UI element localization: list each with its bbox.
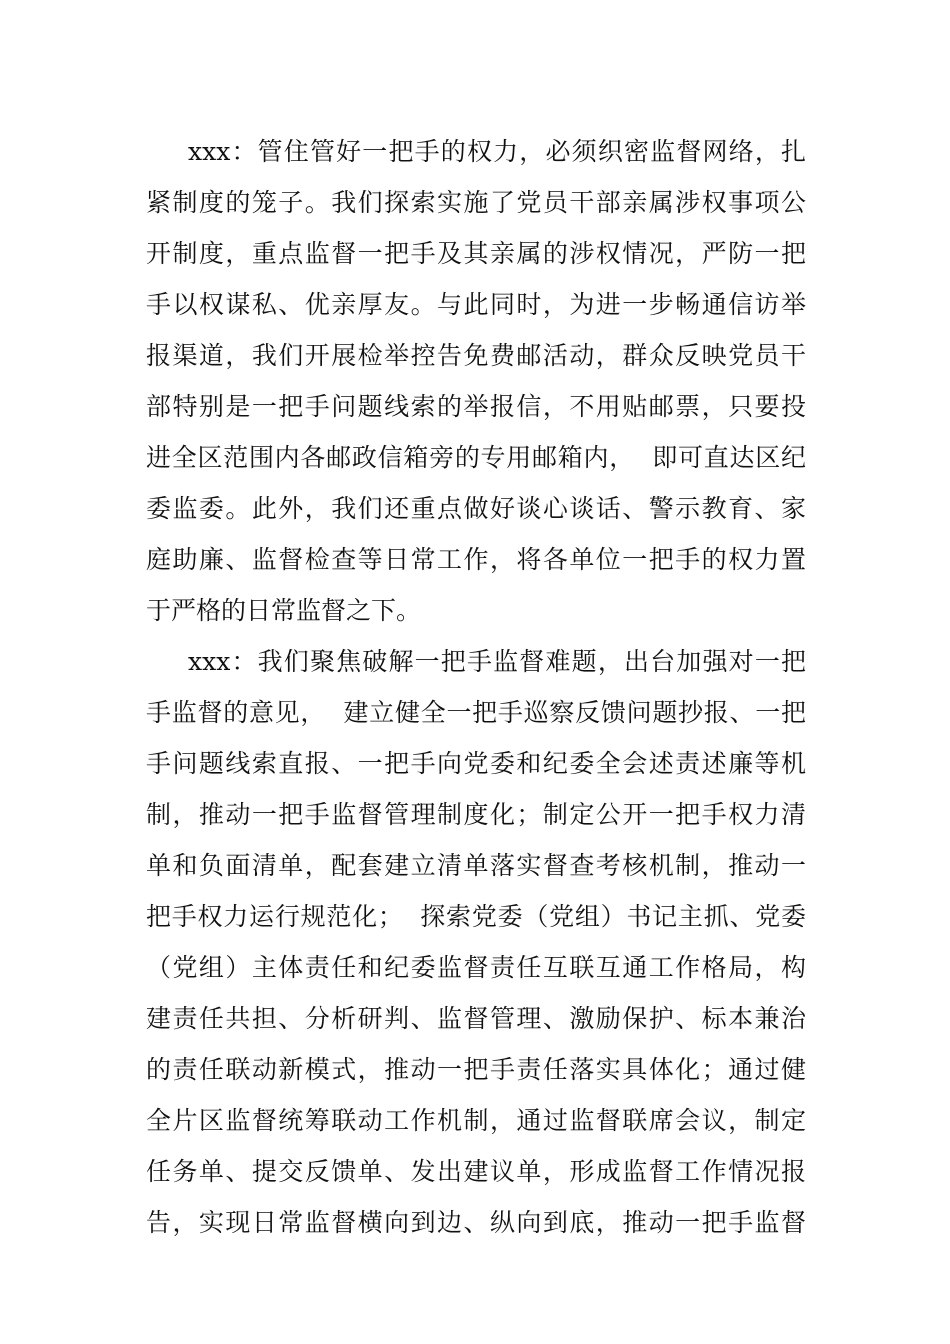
paragraph-1-line-3: 开制度，重点监督一把手及其亲属的涉权情况，严防一把 (146, 239, 806, 268)
paragraph-1-line-2: 紧制度的笼子。我们探索实施了党员干部亲属涉权事项公 (146, 188, 806, 217)
paragraph-2-line-8: 建责任共担、分析研判、监督管理、激励保护、标本兼治 (146, 1004, 806, 1033)
paragraph-2-line-11: 任务单、提交反馈单、发出建议单，形成监督工作情况报 (146, 1157, 806, 1186)
body-text (146, 126, 806, 1248)
paragraph-1-line-6: 部特别是一把手问题线索的举报信，不用贴邮票，只要投 (146, 392, 806, 421)
paragraph-1-line-4: 手以权谋私、优亲厚友。与此同时，为进一步畅通信访举 (146, 290, 806, 319)
paragraph-2-line-6: 把手权力运行规范化； 探索党委（党组）书记主抓、党委 (146, 902, 806, 931)
paragraph-1-line-5: 报渠道，我们开展检举控告免费邮活动，群众反映党员干 (146, 341, 806, 370)
paragraph-2-line-2: 手监督的意见， 建立健全一把手巡察反馈问题抄报、一把 (146, 698, 806, 727)
paragraph-2-line-4: 制，推动一把手监督管理制度化；制定公开一把手权力清 (146, 800, 806, 829)
paragraph-2-line-10: 全片区监督统筹联动工作机制，通过监督联席会议，制定 (146, 1106, 806, 1135)
paragraph-2-line-3: 手问题线索直报、一把手向党委和纪委全会述责述廉等机 (146, 749, 806, 778)
paragraph-1-line-8: 委监委。此外，我们还重点做好谈心谈话、警示教育、家 (146, 494, 806, 523)
paragraph-2-line-1: xxx：我们聚焦破解一把手监督难题，出台加强对一把 (188, 647, 806, 676)
paragraph-2-line-7: （党组）主体责任和纪委监督责任互联互通工作格局，构 (146, 953, 806, 982)
paragraph-1-line-7: 进全区范围内各邮政信箱旁的专用邮箱内， 即可直达区纪 (146, 443, 806, 472)
paragraph-2-line-12: 告，实现日常监督横向到边、纵向到底，推动一把手监督 (146, 1208, 806, 1237)
paragraph-1-line-9: 庭助廉、监督检查等日常工作，将各单位一把手的权力置 (146, 545, 806, 574)
paragraph-1-line-10: 于严格的日常监督之下。 (146, 596, 422, 625)
paragraph-2-line-5: 单和负面清单，配套建立清单落实督查考核机制，推动一 (146, 851, 806, 880)
paragraph-2-line-9: 的责任联动新模式，推动一把手责任落实具体化；通过健 (146, 1055, 806, 1084)
paragraph-1-line-1: xxx：管住管好一把手的权力，必须织密监督网络，扎 (188, 137, 806, 166)
